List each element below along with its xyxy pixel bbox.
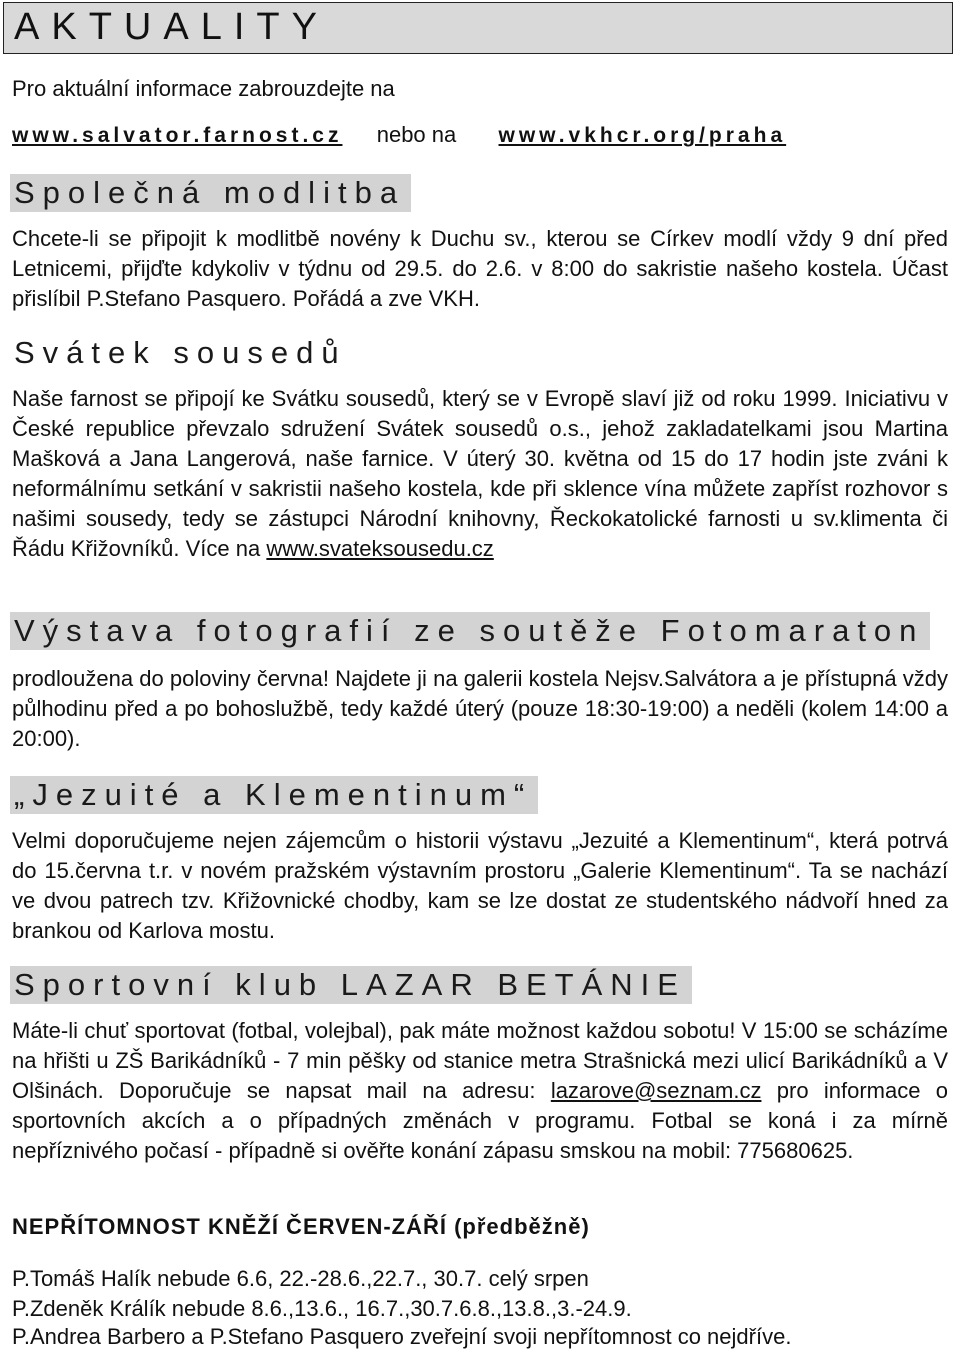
text-modlitba: Chcete-li se připojit k modlitbě novény k Duchu sv., kterou se Církev modlí vždy 9 dní před Letnicemi, přijďte kdykoliv v týdnu od 29.5. do 2.6. v 8:00 do sakristie našeho kostela. Účast přislíbil P.Stefano Pasquero. Pořádá a zve VKH.	[12, 226, 948, 311]
intro-or: nebo na	[376, 122, 457, 147]
text-jezuite: Velmi doporučujeme nejen zájemcům o historii výstavu „Jezuité a Klementinum“, která potrvá do 15.června t.r. v novém pražském výstavním prostoru „Galerie Klementinum“. Ta se nachází ve dvou patrech tzv. Křižovnické chodby, kam se lze dostat ze studentského nádvoří hned za brankou od Karlova mostu.	[12, 828, 948, 943]
absence-line: P.Zdeněk Králík nebude 8.6.,13.6., 16.7.,30.7.6.8.,13.8.,3.-24.9.	[12, 1296, 632, 1321]
intro-text: Pro aktuální informace zabrouzdejte na	[12, 76, 395, 101]
title-bar	[3, 2, 953, 54]
heading-modlitba: Společná modlitba	[10, 174, 411, 212]
link-salvator[interactable]: www.salvator.farnost.cz	[12, 124, 343, 147]
heading-svatek: Svátek sousedů	[10, 334, 353, 372]
heading-vystava: Výstava fotografií ze soutěže Fotomaraton	[10, 612, 930, 650]
text-sport	[12, 1016, 948, 1166]
text-svatek-body: Naše farnost se připojí ke Svátku sousedů, který se v Evropě slaví již od roku 1999. Iniciativu v České republice převzalo sdružení Svátek sousedů o.s., jehož zakladatelkami jsou Martina Mašková a Jana Langerová, naše farnice. V úterý 30. května od 15 do 17 hodin jste zváni k neformálnímu setkání v sakristii našeho kostela, kde při sklence vína můžete zapříst rozhovor s našimi sousedy, tedy se zástupci Národní knihovny, Řeckokatolické farnosti u sv.klimenta či Řádu Křižovníků. Více na	[12, 386, 948, 561]
text-vystava: prodloužena do poloviny června! Najdete ji na galerii kostela Nejsv.Salvátora a je přístupná vždy půlhodinu před a po bohoslužbě, tedy každé úterý (pouze 18:30-19:00) a neděli (kolem 14:00 a 20:00).	[12, 666, 948, 751]
absence-line: P.Tomáš Halík nebude 6.6, 22.-28.6.,22.7., 30.7. celý srpen	[12, 1266, 589, 1291]
text-svatek	[12, 384, 948, 564]
intro-links	[12, 122, 786, 148]
absence-line: P.Andrea Barbero a P.Stefano Pasquero zveřejní svoji nepřítomnost co nejdříve.	[12, 1324, 792, 1349]
email-link[interactable]: lazarove@seznam.cz	[550, 1078, 762, 1103]
heading-nepritomnost: NEPŘÍTOMNOST KNĚŽÍ ČERVEN-ZÁŘÍ (předběžně)	[12, 1214, 590, 1239]
link-svateksousedu[interactable]: www.svateksousedu.cz	[266, 536, 494, 561]
heading-jezuite: „Jezuité a Klementinum“	[10, 776, 538, 814]
page-title: AKTUALITY	[14, 6, 329, 48]
link-vkh[interactable]: www.vkhcr.org/praha	[498, 124, 787, 147]
text-sport-before: Máte-li chuť sportovat (fotbal, volejbal), pak máte možnost každou sobotu! V 15:00 se scházíme na hřišti u ZŠ Barikádníků - 7 min pěšky od stanice metra Strašnická mezi ulicí Barikádníků a V Olšinách. Doporučuje se napsat mail na adresu:	[12, 1018, 948, 1103]
text-sport-after: pro informace o sportovních akcích a o případných změnách v programu. Fotbal se koná i za mírně nepříznivého počasí - případně si ověřte konání zápasu smskou na mobil: 775680625.	[12, 1078, 948, 1163]
heading-sport: Sportovní klub LAZAR BETÁNIE	[10, 966, 692, 1004]
